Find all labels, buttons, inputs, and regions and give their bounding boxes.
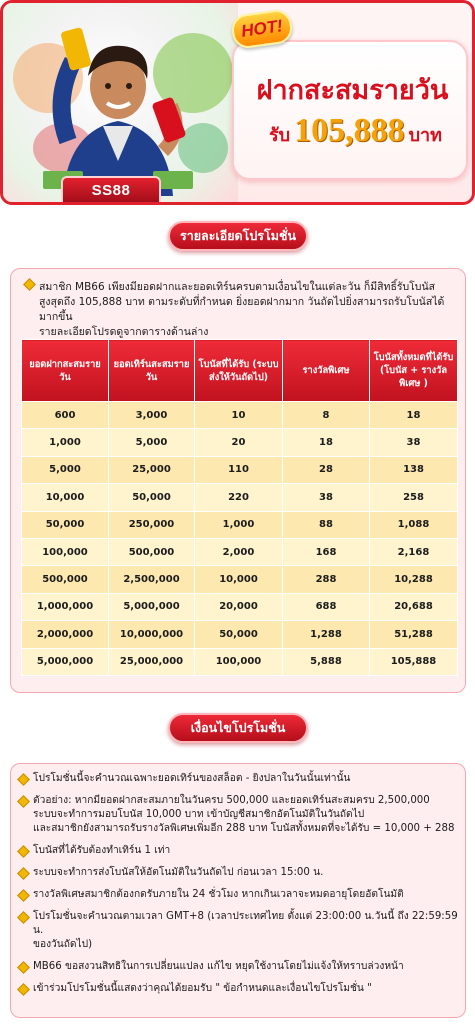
table-cell: 2,000,000 xyxy=(22,621,109,648)
table-cell: 1,000,000 xyxy=(22,593,109,620)
diamond-bullet-icon xyxy=(17,911,30,924)
table-cell: 10,000 xyxy=(22,484,109,511)
table-cell: 2,000 xyxy=(195,538,283,565)
details-section xyxy=(10,268,466,693)
condition-line: เข้าร่วมโปรโมชั่นนี้แสดงว่าคุณได้ยอมรับ " ข้อกำหนดและเงื่อนไขโปรโมชั่น " xyxy=(33,983,372,994)
table-cell: 5,000,000 xyxy=(22,648,109,675)
table-cell: 105,888 xyxy=(370,648,458,675)
column-header: โบนัสที่ได้รับ (ระบบส่งให้วันถัดไป) xyxy=(195,340,283,402)
condition-line: และสมาชิกยังสามารถรับรางวัลพิเศษเพิ่มอีก 288 บาท โบนัสทั้งหมดที่จะได้รับ = 10,000 + 288 xyxy=(33,823,455,834)
table-cell: 10 xyxy=(195,402,283,429)
table-cell: 600 xyxy=(22,402,109,429)
table-cell: 100,000 xyxy=(195,648,283,675)
condition-line: รางวัลพิเศษสมาชิกต้องกดรับภายใน 24 ชั่วโมง หากเกินเวลาจะหมดอายุโดยอัตโนมัติ xyxy=(33,889,404,900)
condition-line: โบนัสที่ได้รับต้องทำเทิร์น 1 เท่า xyxy=(33,845,171,856)
diamond-bullet-icon xyxy=(17,773,30,786)
diamond-bullet-icon xyxy=(17,889,30,902)
table-cell: 20 xyxy=(195,429,283,456)
banner-artwork xyxy=(3,3,238,202)
table-cell: 220 xyxy=(195,484,283,511)
table-cell: 168 xyxy=(283,538,370,565)
brand-badge: SS88 xyxy=(61,176,161,204)
diamond-bullet-icon xyxy=(17,845,30,858)
condition-item xyxy=(19,844,459,858)
table-row xyxy=(22,538,458,565)
table-row xyxy=(22,456,458,483)
bonus-table xyxy=(21,339,458,676)
condition-line: ของวันถัดไป) xyxy=(33,939,93,950)
table-cell: 5,000 xyxy=(22,456,109,483)
condition-item xyxy=(19,772,459,786)
table-row xyxy=(22,429,458,456)
condition-line: MB66 ขอสงวนสิทธิในการเปลี่ยนแปลง แก้ไข หยุดใช้งานโดยไม่แจ้งให้ทราบล่วงหน้า xyxy=(33,961,404,972)
diamond-bullet-icon xyxy=(23,278,36,291)
conditions-section xyxy=(10,763,466,1018)
hot-badge: HOT! xyxy=(230,8,294,50)
table-cell: 2,500,000 xyxy=(109,566,195,593)
hero-character-illustration xyxy=(43,21,193,196)
conditions-list xyxy=(19,772,459,1004)
table-cell: 288 xyxy=(283,566,370,593)
table-cell: 10,288 xyxy=(370,566,458,593)
table-row xyxy=(22,621,458,648)
condition-line: โปรโมชั่นจะคำนวณตามเวลา GMT+8 (เวลาประเทศไทย ตั้งแต่ 23:00:00 น.วันนี้ ถึง 22:59:59 น. xyxy=(33,911,458,936)
table-row xyxy=(22,511,458,538)
column-header: ยอดเทิร์นสะสมรายวัน xyxy=(109,340,195,402)
table-cell: 28 xyxy=(283,456,370,483)
table-row xyxy=(22,648,458,675)
table-cell: 50,000 xyxy=(22,511,109,538)
table-cell: 688 xyxy=(283,593,370,620)
intro-line: รายละเอียดโปรดดูจากตารางด้านล่าง xyxy=(39,326,209,338)
table-cell: 51,288 xyxy=(370,621,458,648)
table-cell: 88 xyxy=(283,511,370,538)
table-cell: 1,088 xyxy=(370,511,458,538)
details-header: รายละเอียดโปรโมชั่น xyxy=(168,221,308,251)
condition-item xyxy=(19,888,459,902)
table-cell: 3,000 xyxy=(109,402,195,429)
intro-line: สูงสุดถึง 105,888 บาท ตามระดับที่กำหนด ยิ่งยอดฝากมาก วันถัดไปยิ่งสามารถรับโบนัสได้มากขึ้น xyxy=(39,296,445,323)
diamond-bullet-icon xyxy=(17,961,30,974)
condition-item xyxy=(19,794,459,836)
condition-line: ตัวอย่าง: หากมียอดฝากสะสมภายในวันครบ 500,000 และยอดเทิร์นสะสมครบ 2,500,000 xyxy=(33,795,430,806)
table-cell: 5,000 xyxy=(109,429,195,456)
condition-item xyxy=(19,866,459,880)
condition-line: ระบบจะทำการส่งโบนัสให้อัตโนมัติในวันถัดไป ก่อนเวลา 15:00 น. xyxy=(33,867,324,878)
diamond-bullet-icon xyxy=(17,795,30,808)
table-cell: 5,888 xyxy=(283,648,370,675)
table-body xyxy=(22,402,458,676)
table-cell: 25,000 xyxy=(109,456,195,483)
table-cell: 18 xyxy=(370,402,458,429)
table-cell: 38 xyxy=(283,484,370,511)
intro-text xyxy=(25,280,457,340)
conditions-header: เงื่อนไขโปรโมชั่น xyxy=(168,713,308,743)
table-cell: 1,288 xyxy=(283,621,370,648)
intro-line: สมาชิก MB66 เพียงมียอดฝากและยอดเทิร์นครบตามเงื่อนไขในแต่ละวัน ก็มีสิทธิ์รับโบนัส xyxy=(39,281,436,293)
table-cell: 20,000 xyxy=(195,593,283,620)
condition-item xyxy=(19,982,459,996)
condition-item xyxy=(19,960,459,974)
column-header: รางวัลพิเศษ xyxy=(283,340,370,402)
promo-amount: 105,888 xyxy=(294,112,405,149)
promo-amount-prefix: รับ xyxy=(269,125,291,146)
condition-line: โปรโมชั่นนี้จะคำนวณเฉพาะยอดเทิร์นของสล็อต - ยิงปลาในวันนั้นเท่านั้น xyxy=(33,773,351,784)
condition-line: ระบบจะทำการมอบโบนัส 10,000 บาท เข้าบัญชีสมาชิกอัตโนมัติในวันถัดไป xyxy=(33,809,365,820)
table-cell: 100,000 xyxy=(22,538,109,565)
condition-item xyxy=(19,910,459,952)
table-cell: 38 xyxy=(370,429,458,456)
table-cell: 10,000,000 xyxy=(109,621,195,648)
table-cell: 500,000 xyxy=(109,538,195,565)
table-cell: 2,168 xyxy=(370,538,458,565)
table-cell: 1,000 xyxy=(195,511,283,538)
column-header: โบนัสทั้งหมดที่ได้รับ (โบนัส + รางวัลพิเศษ ) xyxy=(370,340,458,402)
diamond-bullet-icon xyxy=(17,983,30,996)
table-header-row xyxy=(22,340,458,402)
table-row xyxy=(22,593,458,620)
table-cell: 258 xyxy=(370,484,458,511)
table-cell: 20,688 xyxy=(370,593,458,620)
table-cell: 18 xyxy=(283,429,370,456)
column-header: ยอดฝากสะสมรายวัน xyxy=(22,340,109,402)
table-cell: 50,000 xyxy=(195,621,283,648)
table-cell: 50,000 xyxy=(109,484,195,511)
table-cell: 5,000,000 xyxy=(109,593,195,620)
table-cell: 250,000 xyxy=(109,511,195,538)
table-row xyxy=(22,402,458,429)
table-cell: 138 xyxy=(370,456,458,483)
table-cell: 10,000 xyxy=(195,566,283,593)
promo-amount-suffix: บาท xyxy=(408,125,442,146)
table-cell: 25,000,000 xyxy=(109,648,195,675)
table-cell: 8 xyxy=(283,402,370,429)
promo-title: ฝากสะสมรายวัน xyxy=(256,75,449,106)
promo-amount-row xyxy=(248,112,463,150)
table-row xyxy=(22,566,458,593)
table-cell: 500,000 xyxy=(22,566,109,593)
table-cell: 1,000 xyxy=(22,429,109,456)
table-row xyxy=(22,484,458,511)
diamond-bullet-icon xyxy=(17,867,30,880)
table-cell: 110 xyxy=(195,456,283,483)
